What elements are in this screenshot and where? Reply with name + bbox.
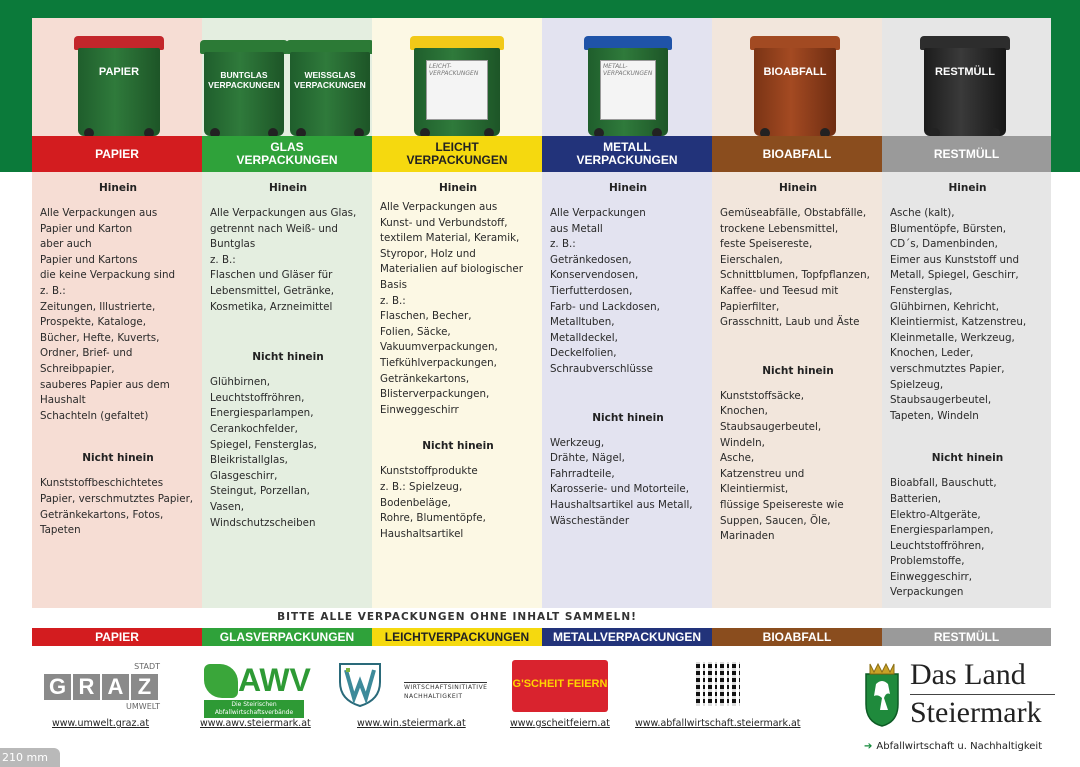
header-metall: METALL VERPACKUNGEN bbox=[542, 136, 712, 172]
footer-category-bars bbox=[32, 628, 1051, 646]
collect-empty-note: BITTE ALLE VERPACKUNGEN OHNE INHALT SAMMELN! bbox=[204, 609, 710, 626]
out-text: Kunststoffsäcke, Knochen, Staubsaugerbeutel, Windeln, Asche, Katzenstreu und Kleintiermist, flüssige Speisereste wie Suppen, Saucen, Öle, Marinaden bbox=[720, 389, 844, 543]
abfallwirtschaft-url-link[interactable]: www.abfallwirtschaft.steiermark.at bbox=[635, 718, 801, 729]
in-title: Hinein bbox=[778, 182, 818, 194]
out-title: Nicht hinein bbox=[422, 440, 494, 453]
in-text: Alle Verpackungen aus Papier und Karton aber auch Papier und Kartons die keine Verpackung sind z. B.: Zeitungen, Illustrierte, Prospekte, Kataloge, Bücher, Hefte, Kuverts, Ordner, Brief- und Schreibpapier, sauberes Papier aus dem Haushalt Schachteln (gefaltet) bbox=[40, 207, 176, 422]
in-text: Alle Verpackungen aus Kunst- und Verbundstoff, textilem Material, Keramik, Styropor, Holz und Materialien auf biologischer Basis z. B.: Flaschen, Becher, Folien, Säcke, Vakuumverpackungen, Tiefkühlverpackungen, Getränkekartons, Blisterverpackungen, Einweggeschirr bbox=[380, 201, 523, 416]
footer-glas: GLASVERPACKUNGEN bbox=[202, 628, 372, 646]
column-glas bbox=[202, 18, 372, 608]
out-title: Nicht hinein bbox=[82, 452, 154, 465]
gscheit-feiern-logo: G'SCHEIT FEIERN bbox=[512, 660, 608, 712]
out-text: Glühbirnen, Leuchtstoffröhren, Energiesparlampen, Cerankochfelder, Spiegel, Fensterglas, Bleikristallglas, Glasgeschirr, Steingut, Porzellan, Vasen, Windschutzscheiben bbox=[210, 376, 317, 529]
body-restmuell bbox=[882, 172, 1051, 608]
header-restmuell: RESTMÜLL bbox=[882, 136, 1051, 172]
bin-sticker-leicht: LEICHT- VERPACKUNGEN bbox=[426, 60, 488, 120]
in-text: Alle Verpackungen aus Metall z. B.: Getränkedosen, Konservendosen, Tierfutterdosen, Farb- und Lackdosen, Metalltuben, Metalldeckel, Deckelfolien, Schraubverschlüsse bbox=[550, 207, 660, 375]
win-url-link[interactable]: www.win.steiermark.at bbox=[357, 718, 466, 729]
bin-papier-icon bbox=[78, 36, 160, 136]
bin-sticker-metall: METALL- VERPACKUNGEN bbox=[600, 60, 656, 120]
bin-label-restmuell: RESTMÜLL bbox=[935, 66, 995, 78]
gscheit-url-link[interactable]: www.gscheitfeiern.at bbox=[510, 718, 610, 729]
bin-leicht-icon bbox=[414, 36, 500, 136]
in-title: Hinein bbox=[98, 182, 138, 194]
bin-metall-icon bbox=[588, 36, 668, 136]
bin-buntglas-icon bbox=[204, 40, 284, 136]
footer-leicht: LEICHTVERPACKUNGEN bbox=[372, 628, 542, 646]
partner-logos bbox=[32, 656, 1062, 736]
in-title: Hinein bbox=[608, 182, 648, 194]
arrow-right-icon: ➔ bbox=[864, 741, 873, 752]
body-bioabfall bbox=[712, 172, 882, 608]
bin-weissglas-icon bbox=[290, 40, 370, 136]
out-text: Kunststoffprodukte z. B.: Spielzeug, Bodenbeläge, Rohre, Blumentöpfe, Haushaltsartikel bbox=[380, 465, 486, 540]
bin-area-metall bbox=[542, 18, 712, 136]
win-shield-icon bbox=[338, 662, 382, 708]
steiermark-logo: Das Land Steiermark bbox=[860, 656, 1060, 736]
body-glas bbox=[202, 172, 372, 608]
awv-logo: AWV Die Steirischen Abfallwirtschaftsverbände bbox=[204, 662, 304, 712]
awv-leaf-icon bbox=[204, 664, 238, 698]
bin-area-leicht bbox=[372, 18, 542, 136]
bin-bioabfall-icon bbox=[754, 36, 836, 136]
graz-logo: STADT G R A Z UMWELT bbox=[44, 662, 164, 712]
body-leicht bbox=[372, 172, 542, 608]
column-metall bbox=[542, 18, 712, 608]
bin-label-bioabfall: BIOABFALL bbox=[763, 66, 827, 78]
header-glas: GLAS VERPACKUNGEN bbox=[202, 136, 372, 172]
header-papier: PAPIER bbox=[32, 136, 202, 172]
bin-restmuell-icon bbox=[924, 36, 1006, 136]
waste-guide-sheet bbox=[32, 18, 1051, 646]
footer-papier: PAPIER bbox=[32, 628, 202, 646]
column-papier bbox=[32, 18, 202, 608]
out-title: Nicht hinein bbox=[931, 452, 1004, 465]
in-title: Hinein bbox=[268, 182, 308, 194]
bin-label-weissglas: WEISSGLAS VERPACKUNGEN bbox=[294, 70, 366, 90]
header-leicht: LEICHT VERPACKUNGEN bbox=[372, 136, 542, 172]
bin-area-restmuell bbox=[882, 18, 1051, 136]
footer-restmuell: RESTMÜLL bbox=[882, 628, 1051, 646]
in-title: Hinein bbox=[948, 182, 987, 194]
header-bioabfall: BIOABFALL bbox=[712, 136, 882, 172]
body-metall bbox=[542, 172, 712, 608]
bin-area-papier bbox=[32, 18, 202, 136]
out-title: Nicht hinein bbox=[592, 411, 664, 424]
steiermark-crest-icon bbox=[860, 660, 904, 728]
bin-area-bioabfall bbox=[712, 18, 882, 136]
in-title: Hinein bbox=[438, 182, 478, 194]
column-bioabfall bbox=[712, 18, 882, 608]
in-text: Gemüseabfälle, Obstabfälle, trockene Lebensmittel, feste Speisereste, Eierschalen, Schnittblumen, Topfpflanzen, Kaffee- und Teesud mit Papierfilter, Grasschnitt, Laub und Äste bbox=[720, 207, 870, 329]
out-title: Nicht hinein bbox=[252, 351, 324, 364]
bin-area-glas bbox=[202, 18, 372, 136]
column-restmuell bbox=[882, 18, 1051, 608]
graz-url-link[interactable]: www.umwelt.graz.at bbox=[52, 718, 150, 729]
footer-bioabfall: BIOABFALL bbox=[712, 628, 882, 646]
in-text: Asche (kalt), Blumentöpfe, Bürsten, CD´s, Damenbinden, Eimer aus Kunststoff und Metall, Spiegel, Geschirr, Fensterglas, Glühbirnen, Kehricht, Kleintiermist, Katzenstreu, Kleinmetalle, Werkzeug, Knochen, Leder, verschmutztes Papier, Spielzeug, Staubsaugerbeutel, Tapeten, Windeln bbox=[890, 207, 1027, 422]
bin-label-buntglas: BUNTGLAS VERPACKUNGEN bbox=[208, 70, 280, 90]
out-text: Werkzeug, Drähte, Nägel, Fahrradteile, Karosserie- und Motorteile, Haushaltsartikel aus Metall, Wäscheständer bbox=[550, 436, 693, 527]
out-text: Kunststoffbeschichtetes Papier, verschmutztes Papier, Getränkekartons, Fotos, Tapeten bbox=[40, 477, 194, 537]
out-title: Nicht hinein bbox=[762, 364, 834, 377]
body-papier bbox=[32, 172, 202, 608]
win-logo: WIRTSCHAFTSINITIATIVE NACHHALTIGKEIT bbox=[332, 662, 492, 712]
awv-url-link[interactable]: www.awv.steiermark.at bbox=[200, 718, 311, 729]
abfallwirtschaft-link[interactable]: ➔ Abfallwirtschaft u. Nachhaltigkeit bbox=[864, 741, 1043, 752]
in-text: Alle Verpackungen aus Glas, getrennt nach Weiß- und Buntglas z. B.: Flaschen und Gläser für Lebensmittel, Getränke, Kosmetika, Arzneimittel bbox=[210, 207, 357, 313]
qr-code-icon bbox=[696, 662, 740, 706]
footer-metall: METALLVERPACKUNGEN bbox=[542, 628, 712, 646]
bin-label-papier: PAPIER bbox=[98, 66, 140, 78]
column-leicht bbox=[372, 18, 542, 608]
page-size-indicator: 210 mm bbox=[0, 748, 60, 767]
out-text: Bioabfall, Bauschutt, Batterien, Elektro-Altgeräte, Energiesparlampen, Leuchtstoffröhren, Problemstoffe, Einweggeschirr, Verpackungen bbox=[890, 477, 997, 599]
